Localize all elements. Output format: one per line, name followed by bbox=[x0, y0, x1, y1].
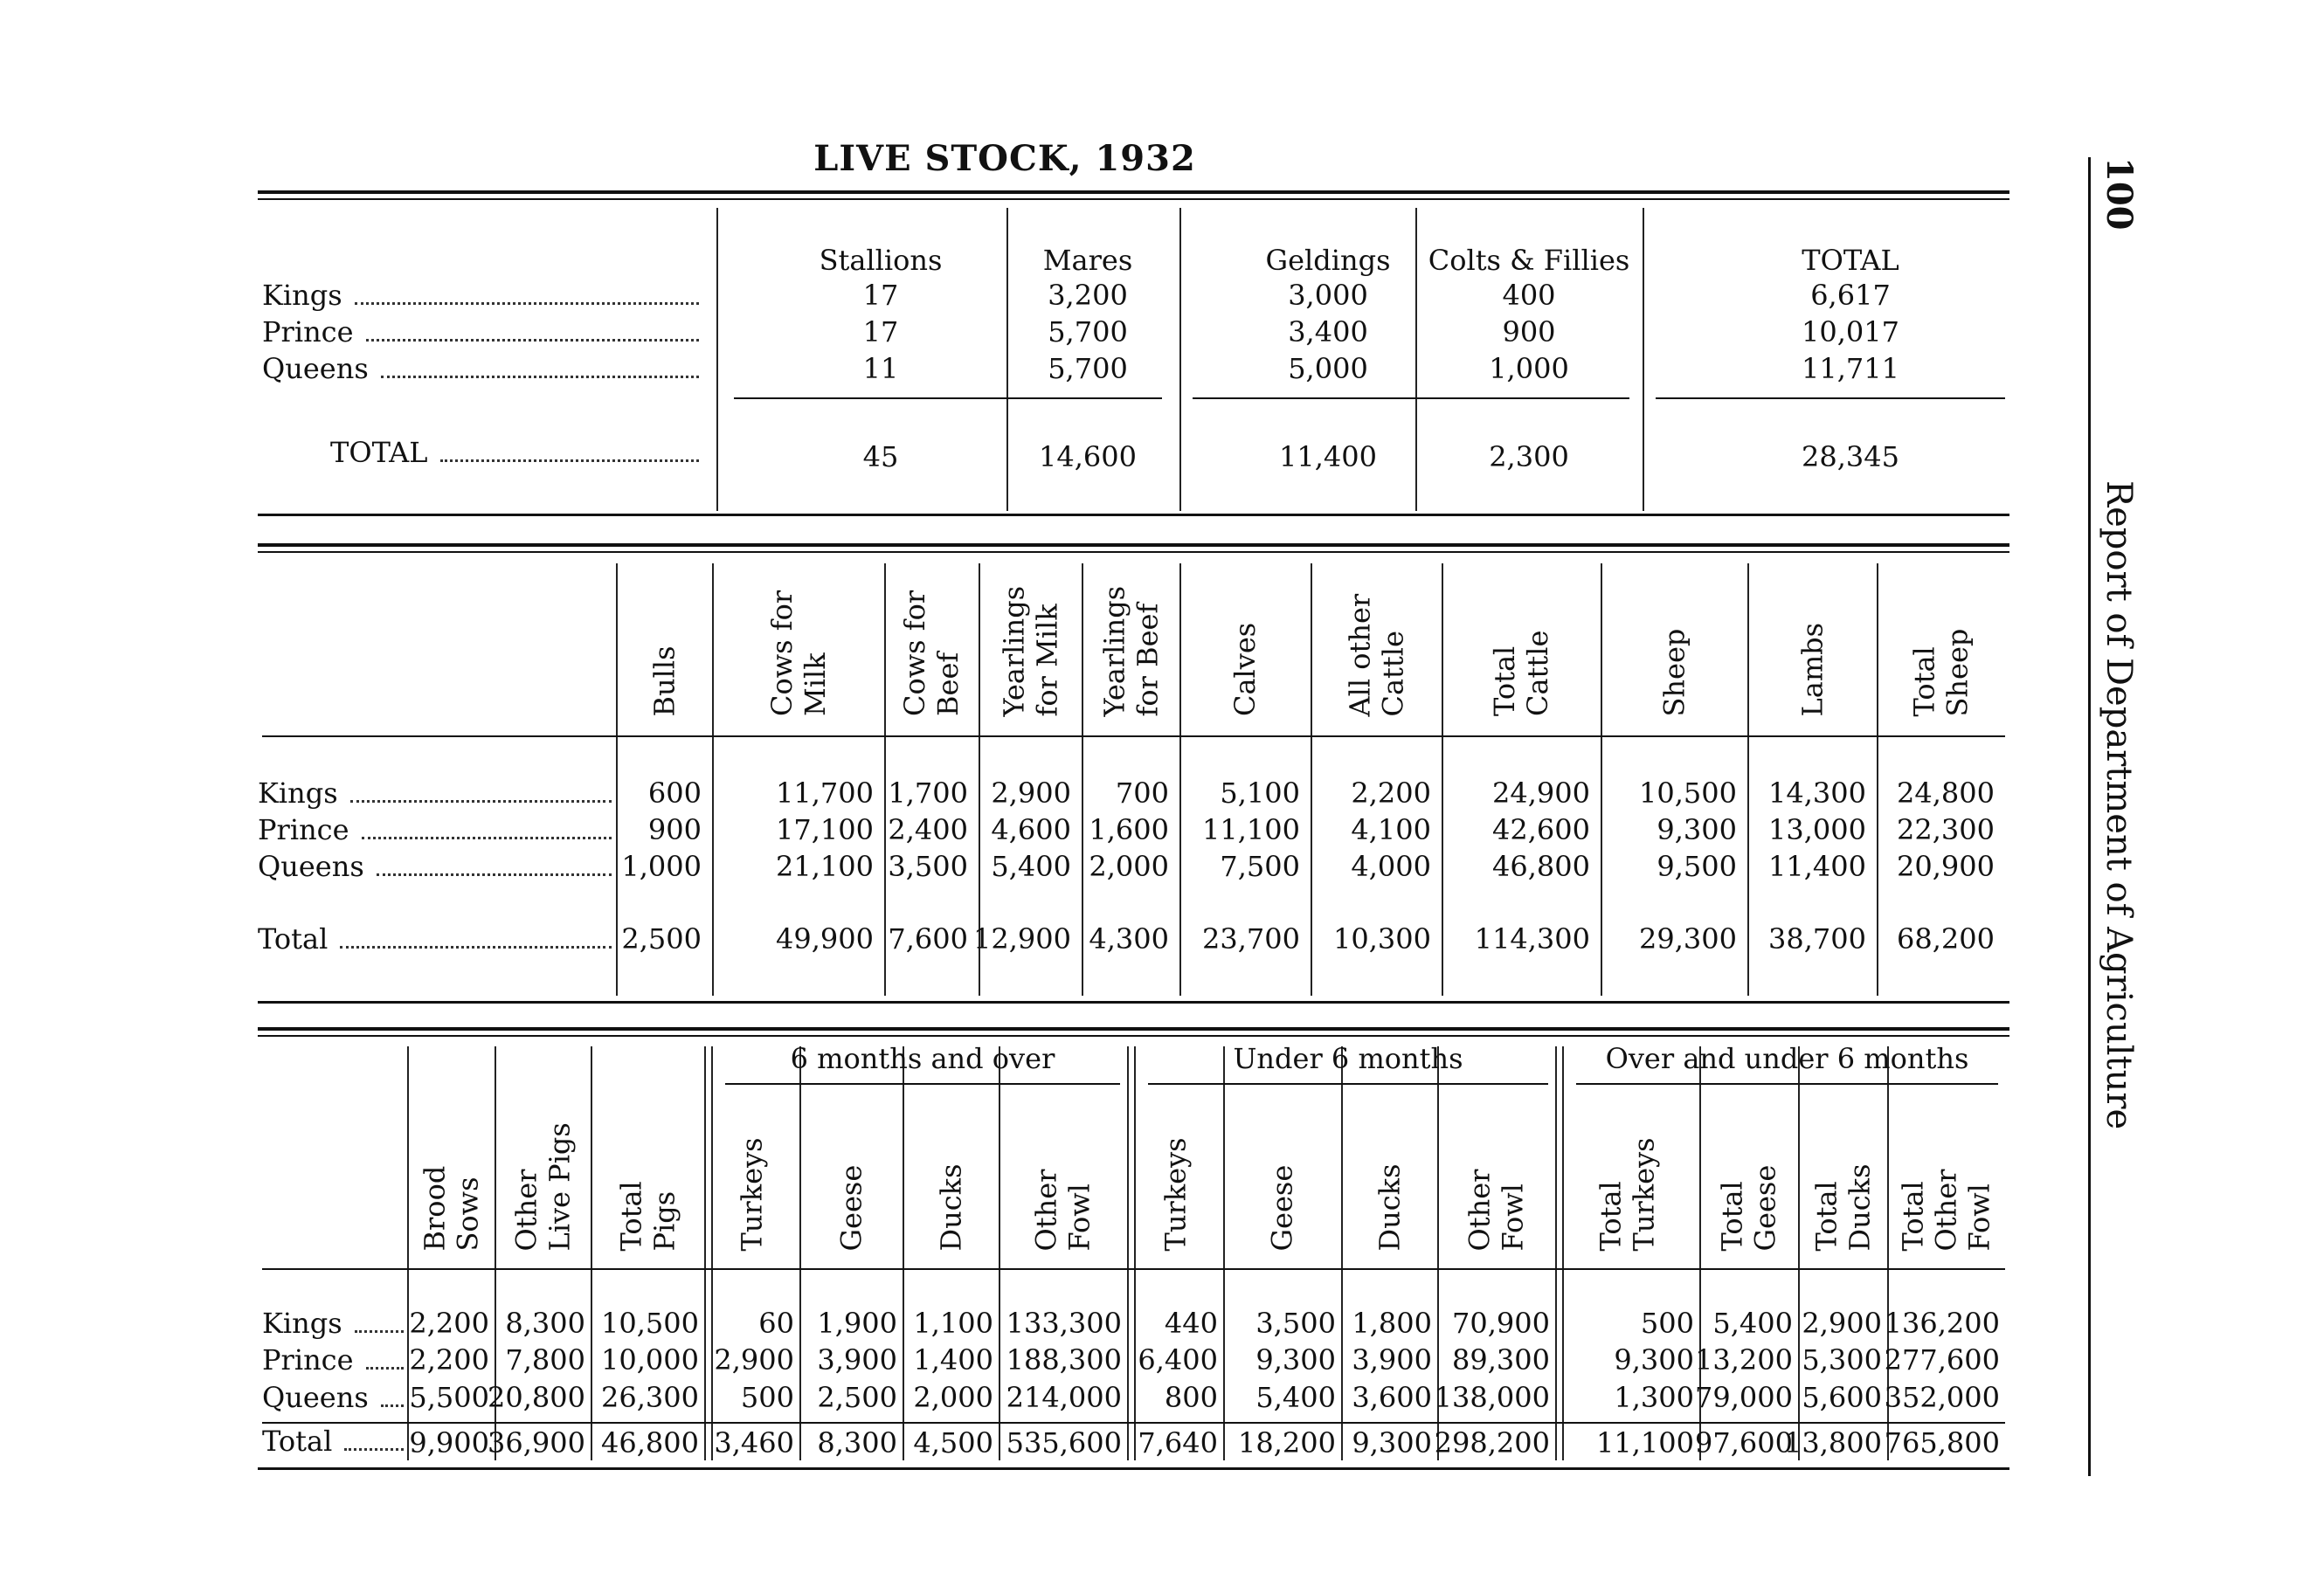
column-header-line: Beef bbox=[931, 652, 965, 716]
column-header-line: Fowl bbox=[1062, 1183, 1096, 1251]
cattle-bottom-rule bbox=[258, 1001, 2009, 1004]
row-label: Queens bbox=[258, 850, 364, 883]
table-cell: 440 bbox=[1164, 1307, 1218, 1340]
table-cell: 2,200 bbox=[409, 1307, 489, 1340]
table-cell: 29,300 bbox=[1639, 922, 1737, 956]
column-header-line: Ducks bbox=[1843, 1163, 1876, 1251]
table-cell: 400 bbox=[1502, 279, 1556, 312]
column-header-line: Pigs bbox=[647, 1190, 681, 1251]
table-cell: 49,900 bbox=[776, 922, 874, 956]
table-cell: 2,000 bbox=[1089, 850, 1169, 883]
row-rule bbox=[734, 397, 1162, 399]
column-header bbox=[614, 1163, 681, 1251]
row-label: Prince bbox=[258, 813, 349, 846]
table-cell: 17 bbox=[862, 279, 899, 312]
table-cell: 24,900 bbox=[1492, 776, 1590, 810]
table-cell: 800 bbox=[1164, 1381, 1218, 1414]
table-cell: 7,640 bbox=[1138, 1426, 1218, 1459]
column-header: Colts & Fillies bbox=[1428, 244, 1630, 277]
column-rule bbox=[716, 208, 718, 511]
table-cell: 900 bbox=[1502, 315, 1556, 348]
group-header: Under 6 months bbox=[1233, 1042, 1463, 1075]
column-header-line: Bulls bbox=[647, 645, 681, 716]
column-header-line: Turkeys bbox=[1159, 1136, 1192, 1251]
table-cell: 3,200 bbox=[1048, 279, 1128, 312]
table-cell: 298,200 bbox=[1434, 1426, 1550, 1459]
column-header-line: Geese bbox=[1748, 1164, 1782, 1251]
column-header-line: Cattle bbox=[1376, 630, 1409, 716]
table-cell: 133,300 bbox=[1006, 1307, 1122, 1340]
column-header-line: Live Pigs bbox=[543, 1121, 576, 1251]
table-cell: 1,800 bbox=[1352, 1307, 1432, 1340]
table-cell: 8,300 bbox=[505, 1307, 585, 1340]
table-cell: 22,300 bbox=[1897, 813, 1995, 846]
column-header: Stallions bbox=[819, 244, 943, 277]
table-cell: 11,700 bbox=[776, 776, 874, 810]
table-cell: 14,300 bbox=[1768, 776, 1866, 810]
table-cell: 45 bbox=[862, 440, 899, 473]
column-header-line: Cows for bbox=[898, 590, 931, 716]
table-cell: 13,200 bbox=[1695, 1343, 1793, 1377]
column-header-line: Geese bbox=[1265, 1164, 1299, 1251]
column-header-line: Total bbox=[1809, 1180, 1843, 1251]
table-cell: 3,600 bbox=[1352, 1381, 1432, 1414]
pigs-top-rule bbox=[258, 1027, 2009, 1031]
row-label: Total bbox=[258, 922, 329, 956]
table-cell: 2,200 bbox=[1351, 776, 1431, 810]
table-cell: 79,000 bbox=[1695, 1381, 1793, 1414]
table-cell: 5,700 bbox=[1048, 352, 1128, 385]
row-label: TOTAL bbox=[330, 436, 428, 469]
table-cell: 8,300 bbox=[817, 1426, 897, 1459]
column-header bbox=[1373, 1163, 1406, 1251]
table-cell: 600 bbox=[647, 776, 702, 810]
table-cell: 3,500 bbox=[1255, 1307, 1336, 1340]
column-header bbox=[1657, 628, 1691, 716]
table-cell: 3,400 bbox=[1288, 315, 1368, 348]
table-cell: 9,500 bbox=[1657, 850, 1737, 883]
column-header bbox=[898, 578, 965, 716]
table-cell: 7,800 bbox=[505, 1343, 585, 1377]
table-cell: 13,000 bbox=[1768, 813, 1866, 846]
table-cell: 7,600 bbox=[888, 922, 968, 956]
column-header bbox=[1159, 1129, 1192, 1251]
table-cell: 4,300 bbox=[1089, 922, 1169, 956]
table-cell: 89,300 bbox=[1452, 1343, 1550, 1377]
margin-rule bbox=[2088, 157, 2091, 1476]
column-header-line: Yearlings bbox=[997, 585, 1030, 716]
running-title: Report of Department of Agriculture bbox=[2099, 480, 2139, 1130]
table-cell: 97,600 bbox=[1695, 1426, 1793, 1459]
column-header-line: Turkeys bbox=[1627, 1136, 1661, 1251]
column-header bbox=[765, 578, 832, 716]
column-header-line: for Milk bbox=[1030, 603, 1063, 716]
column-header bbox=[1266, 1163, 1299, 1251]
table-cell: 5,300 bbox=[1802, 1343, 1882, 1377]
table-cell: 2,500 bbox=[621, 922, 702, 956]
table-cell: 9,300 bbox=[1614, 1343, 1694, 1377]
table-cell: 10,500 bbox=[601, 1307, 699, 1340]
table-cell: 70,900 bbox=[1452, 1307, 1550, 1340]
table-cell: 352,000 bbox=[1884, 1381, 2000, 1414]
table-cell: 46,800 bbox=[1492, 850, 1590, 883]
column-header-line: Sows bbox=[451, 1177, 484, 1251]
column-header bbox=[509, 1096, 576, 1251]
table-cell: 5,000 bbox=[1288, 352, 1368, 385]
column-header-line: Other bbox=[1463, 1169, 1497, 1251]
column-header-line: Turkeys bbox=[735, 1136, 769, 1251]
table-cell: 18,200 bbox=[1238, 1426, 1336, 1459]
column-header-line: Total bbox=[1594, 1180, 1628, 1251]
column-header bbox=[1716, 1163, 1782, 1251]
table-cell: 1,700 bbox=[888, 776, 968, 810]
column-header bbox=[1228, 611, 1262, 716]
table-cell: 17,100 bbox=[776, 813, 874, 846]
table-cell: 11,100 bbox=[1202, 813, 1300, 846]
table-cell: 214,000 bbox=[1006, 1381, 1122, 1414]
column-header-line: Total bbox=[1715, 1180, 1749, 1251]
column-header bbox=[1897, 1163, 1996, 1251]
table-cell: 1,900 bbox=[817, 1307, 897, 1340]
column-header bbox=[1488, 611, 1554, 716]
table-cell: 68,200 bbox=[1897, 922, 1995, 956]
table-cell: 9,900 bbox=[409, 1426, 489, 1459]
column-header-line: Other bbox=[1929, 1169, 1963, 1251]
row-rule bbox=[262, 1422, 2005, 1424]
column-header-line: Other bbox=[509, 1169, 543, 1251]
table-cell: 2,000 bbox=[913, 1381, 993, 1414]
column-header bbox=[934, 1163, 967, 1251]
table-cell: 3,460 bbox=[714, 1426, 794, 1459]
page-number: 100 bbox=[2099, 157, 2140, 231]
table-cell: 535,600 bbox=[1006, 1426, 1122, 1459]
column-header bbox=[1463, 1163, 1530, 1251]
table-cell: 14,600 bbox=[1039, 440, 1137, 473]
table-cell: 114,300 bbox=[1474, 922, 1590, 956]
table-cell: 10,300 bbox=[1333, 922, 1431, 956]
horses-top-rule bbox=[258, 190, 2009, 194]
row-rule bbox=[262, 735, 2005, 737]
pigs-bottom-rule bbox=[258, 1467, 2009, 1470]
column-header bbox=[418, 1163, 484, 1251]
table-cell: 38,700 bbox=[1768, 922, 1866, 956]
table-cell: 1,000 bbox=[1489, 352, 1569, 385]
row-rule bbox=[1148, 1083, 1548, 1085]
table-cell: 6,617 bbox=[1810, 279, 1891, 312]
column-header-line: Milk bbox=[798, 652, 832, 716]
table-cell: 9,300 bbox=[1657, 813, 1737, 846]
column-header bbox=[834, 1163, 868, 1251]
row-label: Prince bbox=[262, 1343, 354, 1377]
column-header-line: Total bbox=[1907, 645, 1941, 716]
row-label: Prince bbox=[262, 315, 354, 348]
column-header: Geldings bbox=[1265, 244, 1391, 277]
row-rule bbox=[1656, 397, 2005, 399]
table-cell: 11,711 bbox=[1802, 352, 1899, 385]
column-header-line: Lambs bbox=[1795, 622, 1829, 716]
column-header-line: Calves bbox=[1228, 622, 1262, 716]
table-cell: 13,800 bbox=[1784, 1426, 1882, 1459]
column-header bbox=[1795, 622, 1829, 716]
column-header-line: Ducks bbox=[934, 1163, 967, 1251]
table-cell: 1,000 bbox=[621, 850, 702, 883]
table-cell: 2,900 bbox=[1802, 1307, 1882, 1340]
table-cell: 10,017 bbox=[1802, 315, 1899, 348]
table-cell: 2,300 bbox=[1489, 440, 1569, 473]
column-header-line: for Beef bbox=[1131, 603, 1164, 716]
table-cell: 765,800 bbox=[1884, 1426, 2000, 1459]
table-cell: 26,300 bbox=[601, 1381, 699, 1414]
column-rule bbox=[712, 563, 714, 996]
table-cell: 9,300 bbox=[1255, 1343, 1336, 1377]
column-header-line: Cattle bbox=[1521, 630, 1554, 716]
column-header-line: Sheep bbox=[1657, 628, 1691, 716]
row-label: Queens bbox=[262, 1381, 369, 1414]
table-cell: 60 bbox=[758, 1307, 794, 1340]
column-header-line: Yearlings bbox=[1097, 585, 1131, 716]
table-cell: 277,600 bbox=[1884, 1343, 2000, 1377]
row-label: Kings bbox=[262, 279, 342, 312]
table-cell: 11 bbox=[862, 352, 899, 385]
table-cell: 11,100 bbox=[1596, 1426, 1694, 1459]
row-label: Kings bbox=[258, 776, 338, 810]
column-header-line: Total bbox=[1488, 645, 1521, 716]
table-cell: 5,500 bbox=[409, 1381, 489, 1414]
column-header bbox=[736, 1129, 769, 1251]
table-cell: 138,000 bbox=[1434, 1381, 1550, 1414]
table-cell: 9,300 bbox=[1352, 1426, 1432, 1459]
table-cell: 2,900 bbox=[991, 776, 1071, 810]
column-header bbox=[647, 628, 681, 716]
table-cell: 28,345 bbox=[1802, 440, 1899, 473]
leader-dots bbox=[355, 300, 699, 305]
table-cell: 20,800 bbox=[488, 1381, 585, 1414]
column-header-line: Ducks bbox=[1373, 1163, 1406, 1251]
horses-bottom-rule bbox=[258, 514, 2009, 516]
running-head bbox=[2092, 157, 2145, 1162]
column-header: Mares bbox=[1042, 244, 1133, 277]
row-rule bbox=[262, 1268, 2005, 1270]
table-cell: 900 bbox=[647, 813, 702, 846]
table-cell: 3,500 bbox=[888, 850, 968, 883]
column-header-line: Fowl bbox=[1496, 1183, 1530, 1251]
leader-dots bbox=[381, 374, 699, 378]
column-header bbox=[1809, 1163, 1876, 1251]
column-header bbox=[1030, 1163, 1096, 1251]
table-cell: 46,800 bbox=[601, 1426, 699, 1459]
column-header-line: Other bbox=[1029, 1169, 1063, 1251]
table-cell: 36,900 bbox=[488, 1426, 585, 1459]
table-cell: 10,500 bbox=[1639, 776, 1737, 810]
table-cell: 2,200 bbox=[409, 1343, 489, 1377]
table-cell: 1,300 bbox=[1614, 1381, 1694, 1414]
table-cell: 42,600 bbox=[1492, 813, 1590, 846]
leader-dots bbox=[366, 337, 699, 342]
table-cell: 11,400 bbox=[1279, 440, 1377, 473]
table-cell: 700 bbox=[1115, 776, 1169, 810]
cattle-top-rule bbox=[258, 543, 2009, 547]
table-cell: 10,000 bbox=[601, 1343, 699, 1377]
table-cell: 5,600 bbox=[1802, 1381, 1882, 1414]
column-header-line: Total bbox=[614, 1180, 647, 1251]
table-cell: 5,400 bbox=[1712, 1307, 1793, 1340]
table-cell: 500 bbox=[740, 1381, 794, 1414]
table-cell: 4,000 bbox=[1351, 850, 1431, 883]
column-header-line: Cows for bbox=[764, 590, 799, 716]
table-cell: 21,100 bbox=[776, 850, 874, 883]
table-cell: 6,400 bbox=[1138, 1343, 1218, 1377]
column-header bbox=[1908, 628, 1975, 716]
table-cell: 5,400 bbox=[991, 850, 1071, 883]
column-header: TOTAL bbox=[1802, 244, 1899, 277]
table-cell: 1,600 bbox=[1089, 813, 1169, 846]
table-cell: 3,900 bbox=[1352, 1343, 1432, 1377]
table-cell: 188,300 bbox=[1006, 1343, 1122, 1377]
row-rule bbox=[1193, 397, 1629, 399]
row-label: Kings bbox=[262, 1307, 342, 1340]
group-header: Over and under 6 months bbox=[1605, 1042, 1969, 1075]
table-cell: 17 bbox=[862, 315, 899, 348]
column-header-line: All other bbox=[1343, 593, 1376, 716]
table-cell: 2,500 bbox=[817, 1381, 897, 1414]
table-cell: 2,900 bbox=[714, 1343, 794, 1377]
table-cell: 4,500 bbox=[913, 1426, 993, 1459]
table-cell: 3,900 bbox=[817, 1343, 897, 1377]
row-rule bbox=[725, 1083, 1120, 1085]
column-header bbox=[1594, 1129, 1661, 1251]
table-cell: 2,400 bbox=[888, 813, 968, 846]
column-header bbox=[1097, 562, 1164, 716]
row-label: Total bbox=[262, 1425, 333, 1458]
column-header-line: Fowl bbox=[1962, 1183, 1996, 1251]
table-cell: 5,100 bbox=[1220, 776, 1300, 810]
table-cell: 24,800 bbox=[1897, 776, 1995, 810]
table-cell: 4,100 bbox=[1351, 813, 1431, 846]
table-cell: 7,500 bbox=[1220, 850, 1300, 883]
column-header bbox=[1343, 562, 1409, 716]
table-cell: 1,400 bbox=[913, 1343, 993, 1377]
table-cell: 23,700 bbox=[1202, 922, 1300, 956]
table-cell: 5,700 bbox=[1048, 315, 1128, 348]
table-cell: 3,000 bbox=[1288, 279, 1368, 312]
column-header bbox=[997, 562, 1063, 716]
column-header-line: Brood bbox=[418, 1165, 451, 1251]
table-cell: 20,900 bbox=[1897, 850, 1995, 883]
row-label: Queens bbox=[262, 352, 369, 385]
table-cell: 11,400 bbox=[1768, 850, 1866, 883]
table-cell: 136,200 bbox=[1884, 1307, 2000, 1340]
table-cell: 4,600 bbox=[991, 813, 1071, 846]
column-header-line: Total bbox=[1896, 1180, 1930, 1251]
column-header-line: Geese bbox=[834, 1164, 868, 1251]
table-cell: 5,400 bbox=[1255, 1381, 1336, 1414]
page-title: LIVE STOCK, 1932 bbox=[813, 138, 1196, 179]
table-cell: 1,100 bbox=[913, 1307, 993, 1340]
table-cell: 12,900 bbox=[973, 922, 1071, 956]
group-header: 6 months and over bbox=[790, 1042, 1055, 1075]
column-header-line: Sheep bbox=[1940, 628, 1975, 716]
table-cell: 500 bbox=[1640, 1307, 1694, 1340]
leader-dots bbox=[440, 458, 699, 462]
row-rule bbox=[1576, 1083, 1998, 1085]
